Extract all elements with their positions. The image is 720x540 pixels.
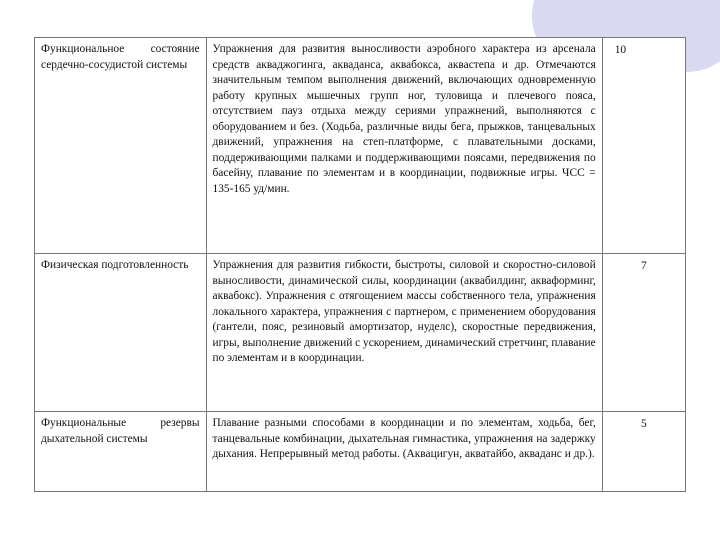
table-row xyxy=(35,254,686,412)
exercises-cell: Упражнения для развития выносливости аэробного характера из арсенала средств акваджогинга, акваданса, аквабокса, аквастепа и др. Отмечаются значительным темпом выполнения движений, включающих одновременную работу крупных мышечных групп ног, туловища и плечевого пояса, отсутствием пауз отдыха между сериями упражнений, выполняются с оборудованием и без. (Ходьба, различные виды бега, прыжков, танцевальных движений, упражнения на степ-платформе, с плавательными досками, поддерживающими палками и поддерживающими поясами, передвижения по басейну, плавание по элементам и в координации, подвижные игры. ЧСС = 135-165 уд/мин. xyxy=(206,38,602,254)
table-row xyxy=(35,412,686,492)
condition-cell: Функциональные резервы дыхательной системы xyxy=(35,412,207,492)
exercises-cell: Упражнения для развития гибкости, быстроты, силовой и скоростно-силовой выносливости, динамической силы, координации (аквабилдинг, акваформинг, аквабокс). Упражнения с отягощением массы собственного тела, упражнения локального характера, упражнения с партнером, с применением оборудования (гантели, пояс, резиновый амортизатор, нуделс), скоростные передвижения, игры, выполнение движений с ускорением, динамический стретчинг, плавание по элементам и в координации. xyxy=(206,254,602,412)
exercise-table xyxy=(34,37,686,492)
value-cell: 10 xyxy=(602,38,685,254)
condition-cell: Функциональное состояние сердечно-сосудистой системы xyxy=(35,38,207,254)
condition-cell: Физическая подготовленность xyxy=(35,254,207,412)
table-row xyxy=(35,38,686,254)
exercises-cell: Плавание разными способами в координации и по элементам, ходьба, бег, танцевальные комбинации, дыхательная гимнастика, упражнения на задержку дыхания. Непрерывный метод работы. (Аквацигун, акватайбо, акваданс и др.). xyxy=(206,412,602,492)
value-cell: 5 xyxy=(602,412,685,492)
value-cell: 7 xyxy=(602,254,685,412)
